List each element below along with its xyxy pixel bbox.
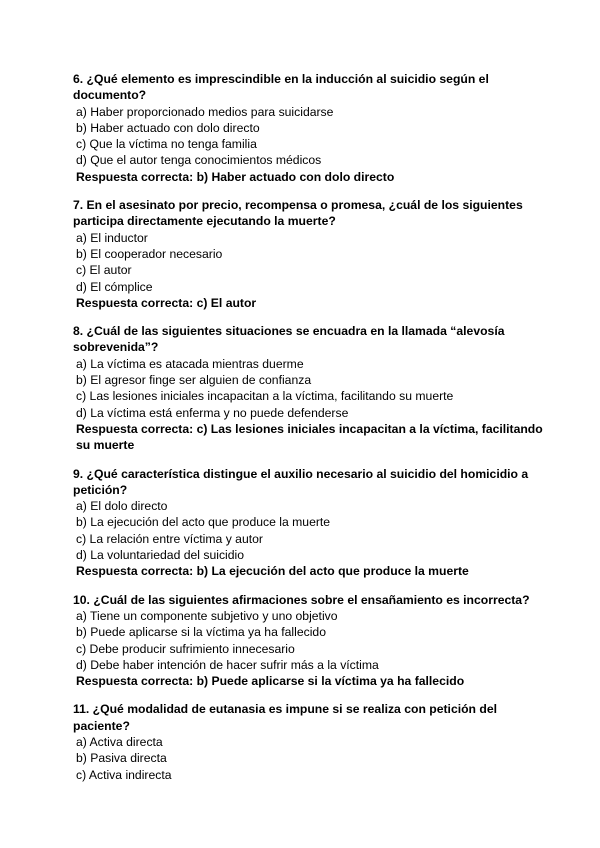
correct-answer: Respuesta correcta: b) Puede aplicarse si la víctima ya ha fallecido xyxy=(76,674,465,689)
option-a: a) El inductor xyxy=(76,230,148,245)
option-b: b) La ejecución del acto que produce la muerte xyxy=(76,515,331,530)
correct-answer: Respuesta correcta: b) La ejecución del acto que produce la muerte xyxy=(76,564,469,579)
option-d: d) La víctima está enferma y no puede defenderse xyxy=(76,405,349,420)
option-d: d) Que el autor tenga conocimientos médicos xyxy=(76,153,322,168)
correct-answer: Respuesta correcta: c) El autor xyxy=(76,295,257,310)
correct-answer: Respuesta correcta: c) Las lesiones iniciales incapacitan a la víctima, facilitando su muerte xyxy=(76,421,543,453)
option-b: b) Haber actuado con dolo directo xyxy=(76,120,260,135)
option-b: b) Pasiva directa xyxy=(76,751,167,766)
question-title: 6. ¿Qué elemento es imprescindible en la inducción al suicidio según el documento? xyxy=(73,72,489,103)
option-c: c) Activa indirecta xyxy=(76,767,172,782)
question-8 xyxy=(73,323,543,453)
option-d: d) El cómplice xyxy=(76,279,153,294)
question-6 xyxy=(73,71,543,185)
option-a: a) Tiene un componente subjetivo y uno objetivo xyxy=(76,608,338,623)
option-d: d) Debe haber intención de hacer sufrir más a la víctima xyxy=(76,657,379,672)
question-10 xyxy=(73,592,543,690)
option-b: b) El cooperador necesario xyxy=(76,246,223,261)
option-c: c) Que la víctima no tenga familia xyxy=(76,137,257,152)
option-b: b) Puede aplicarse si la víctima ya ha fallecido xyxy=(76,625,326,640)
option-b: b) El agresor finge ser alguien de confianza xyxy=(76,373,312,388)
option-d: d) La voluntariedad del suicidio xyxy=(76,548,245,563)
question-11 xyxy=(73,701,543,782)
question-9 xyxy=(73,466,543,580)
question-title: 10. ¿Cuál de las siguientes afirmaciones sobre el ensañamiento es incorrecta? xyxy=(73,592,530,607)
correct-answer: Respuesta correcta: b) Haber actuado con dolo directo xyxy=(76,169,395,184)
option-c: c) La relación entre víctima y autor xyxy=(76,531,263,546)
question-title: 8. ¿Cuál de las siguientes situaciones se encuadra en la llamada “alevosía sobrevenida”? xyxy=(73,324,505,355)
question-title: 11. ¿Qué modalidad de eutanasia es impune si se realiza con petición del paciente? xyxy=(73,702,497,733)
option-a: a) La víctima es atacada mientras duerme xyxy=(76,356,304,371)
option-a: a) Activa directa xyxy=(76,734,163,749)
question-7 xyxy=(73,197,543,311)
question-title: 7. En el asesinato por precio, recompensa o promesa, ¿cuál de los siguientes participa directamente ejecutando la muerte? xyxy=(73,198,523,229)
option-c: c) Las lesiones iniciales incapacitan a la víctima, facilitando su muerte xyxy=(76,389,454,404)
option-a: a) El dolo directo xyxy=(76,499,168,514)
option-c: c) Debe producir sufrimiento innecesario xyxy=(76,641,295,656)
document-page xyxy=(73,71,543,795)
option-a: a) Haber proporcionado medios para suicidarse xyxy=(76,104,334,119)
question-title: 9. ¿Qué característica distingue el auxilio necesario al suicidio del homicidio a petición? xyxy=(73,466,529,497)
option-c: c) El autor xyxy=(76,263,132,278)
